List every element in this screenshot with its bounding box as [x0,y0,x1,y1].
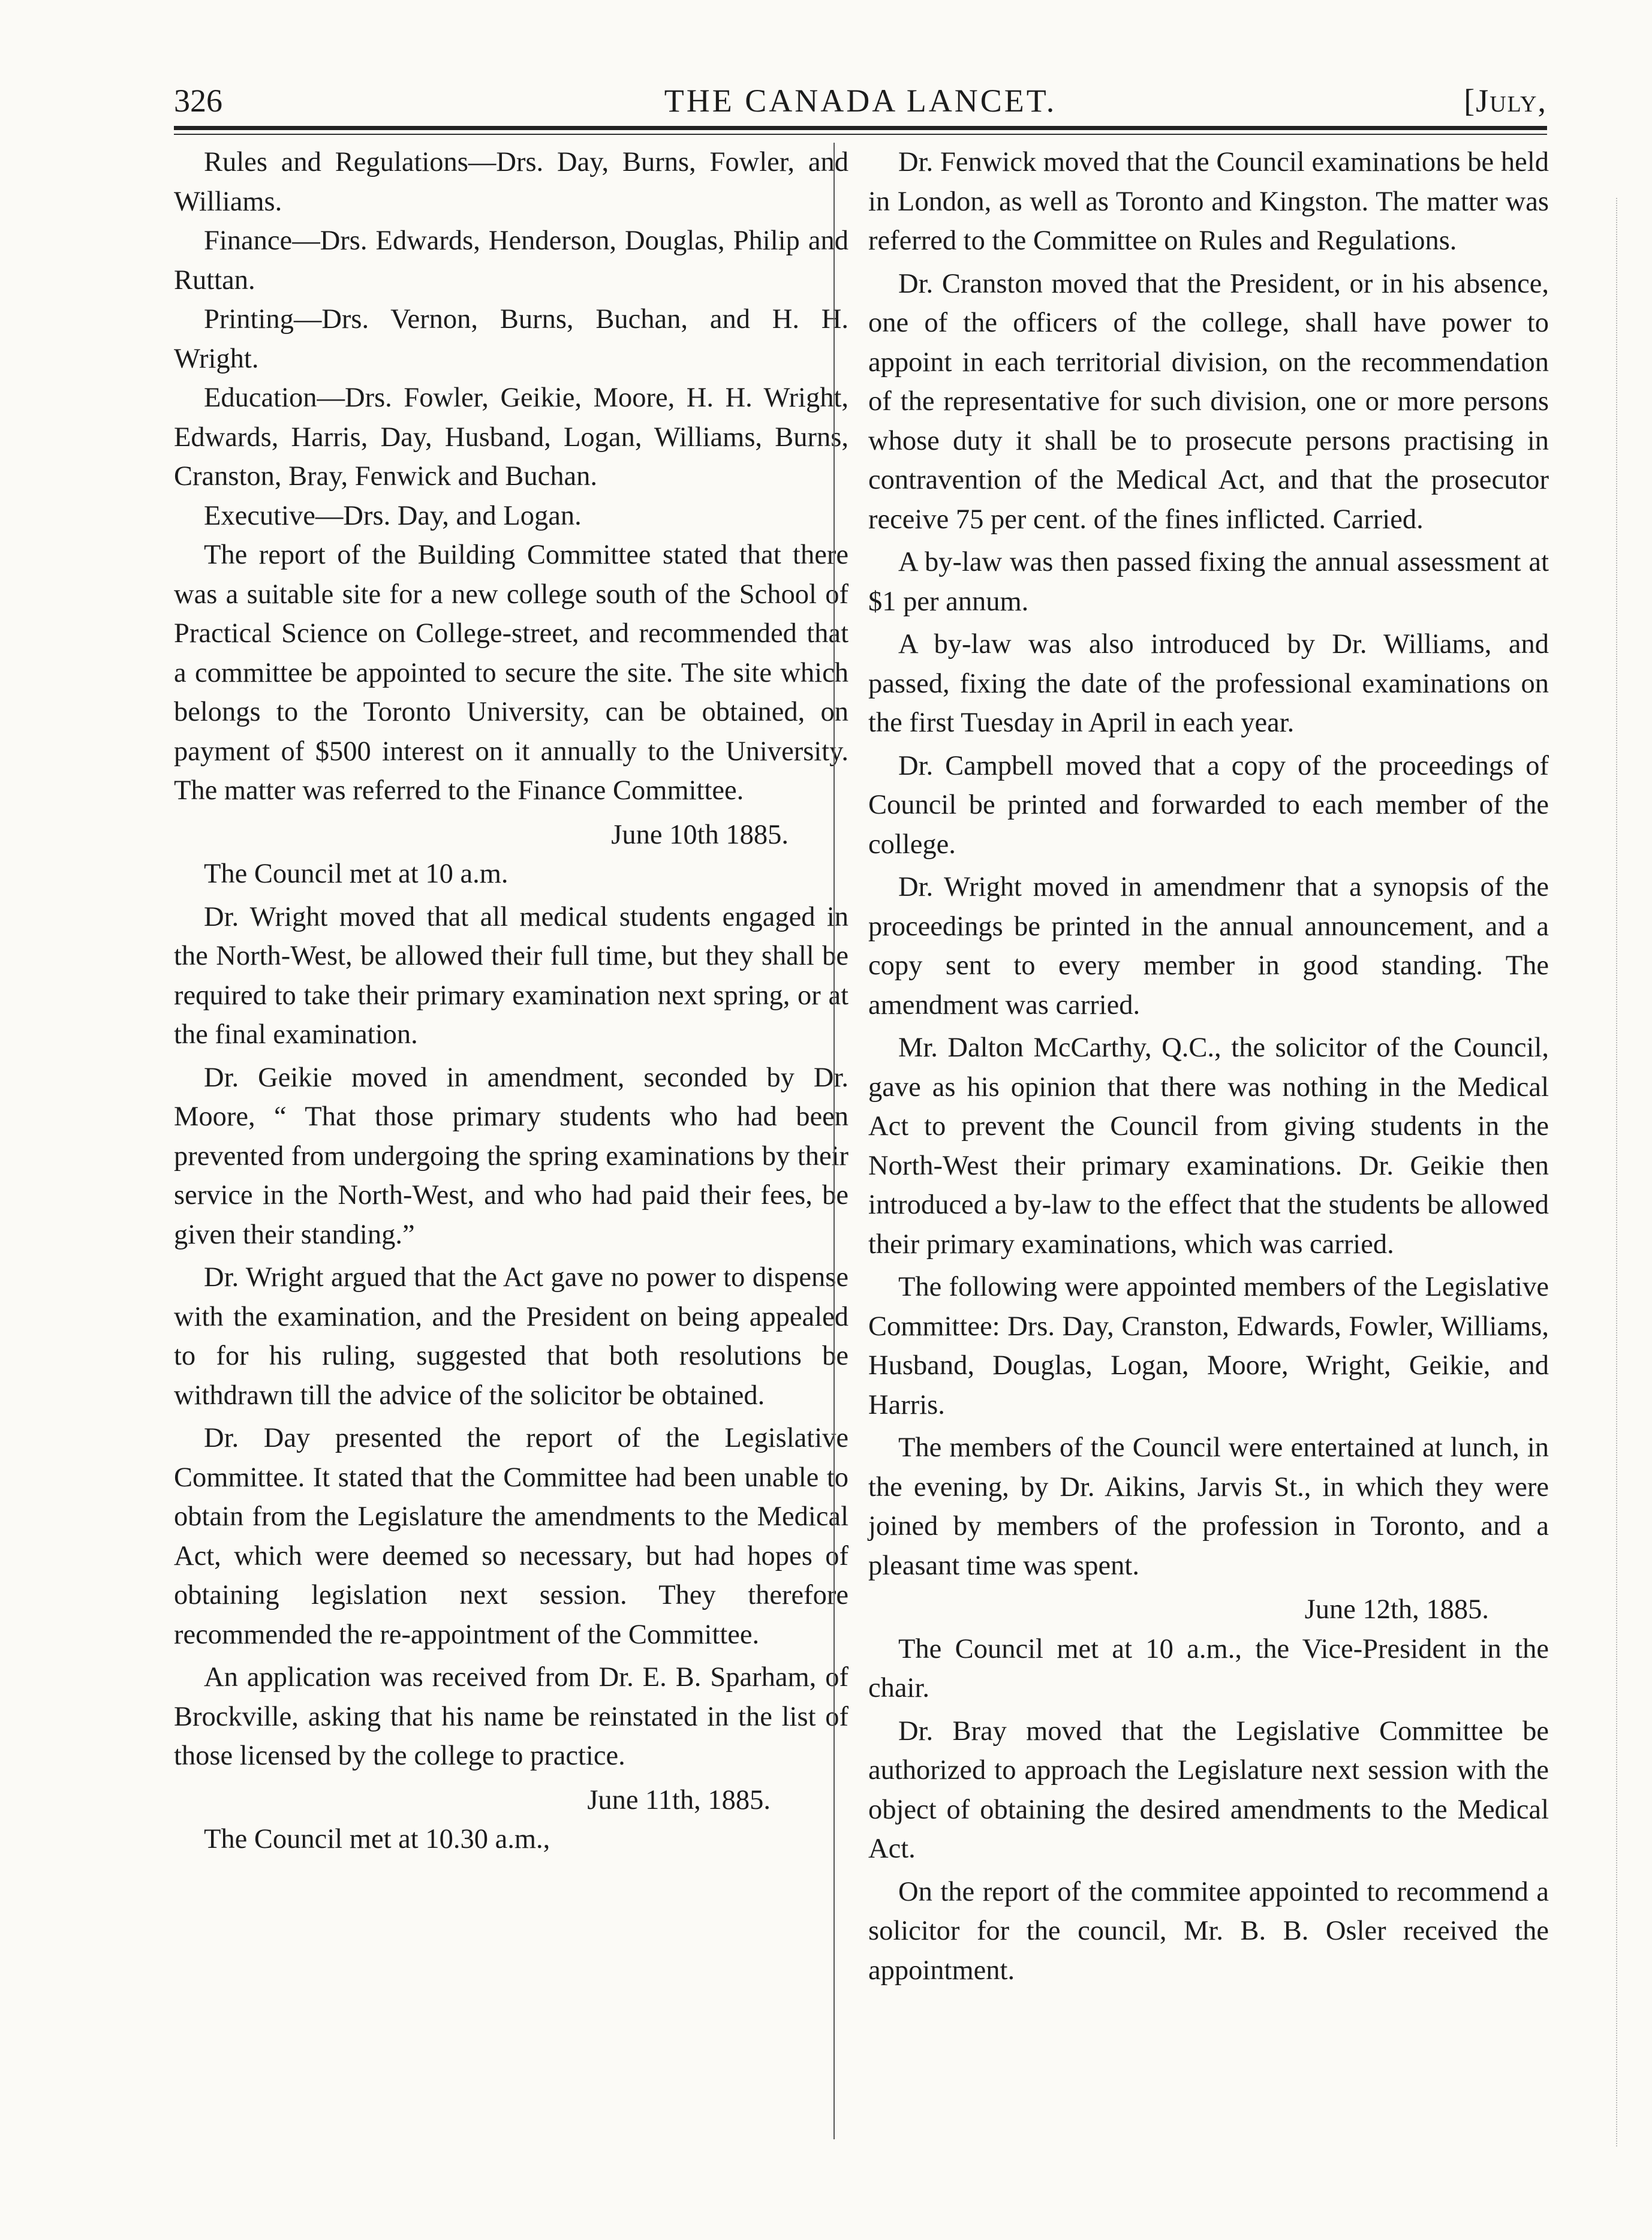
paragraph: The Council met at 10.30 a.m., [204,1824,550,1854]
paragraph: Dr. Fenwick moved that the Council examinations be held in London, as well as Toronto and Kingston. The matter was referred to the Committee on Rules and Regulations. [868,147,1549,256]
session-date: June 12th, 1885. [1304,1594,1489,1625]
paragraph: Printing—Drs. Vernon, Burns, Buchan, and H. H. Wright. [174,304,848,374]
paragraph: Education—Drs. Fowler, Geikie, Moore, H. H. Wright, Edwards, Harris, Day, Husband, Logan, Williams, Burns, Cranston, Bray, Fenwick and Buchan. [174,383,848,492]
paragraph: Rules and Regulations—Drs. Day, Burns, Fowler, and Williams. [174,147,848,217]
paragraph: Finance—Drs. Edwards, Henderson, Douglas, Philip and Ruttan. [174,225,848,296]
page-number: 326 [174,83,222,119]
left-column [174,143,848,1859]
paragraph: Dr. Wright moved that all medical students engaged in the North-West, be allowed their full time, but they shall be required to take their primary examination next spring, or at the final examination. [174,901,848,1050]
paragraph: Dr. Wright moved in amendmenr that a synopsis of the proceedings be printed in the annual announcement, and a copy sent to every member in good standing. The amendment was carried. [868,872,1549,1020]
paragraph: Executive—Drs. Day, and Logan. [204,500,582,531]
session-date: June 10th 1885. [611,819,789,850]
right-column [868,143,1549,1990]
paragraph: Dr. Wright argued that the Act gave no power to dispense with the examination, and the President on being appealed to for his ruling, suggested that both resolutions be withdrawn till the advice of the solicitor be obtained. [174,1262,848,1411]
column-divider [833,143,835,2139]
paragraph: A by-law was also introduced by Dr. Williams, and passed, fixing the date of the professional examinations on the first Tuesday in April in each year. [868,629,1549,738]
paragraph: Dr. Day presented the report of the Legislative Committee. It stated that the Committee had been unable to obtain from the Legislature the amendments to the Medical Act, which were deemed so necessary, but had hopes of obtaining legislation next session. They therefore recommended the re-appointment of the Committee. [174,1423,848,1650]
paragraph: The report of the Building Committee stated that there was a suitable site for a new college south of the School of Practical Science on College-street, and recommended that a committee be appointed to secure the site. The site which belongs to the Toronto University, can be obtained, on payment of $500 interest on it annually to the University. The matter was referred to the Finance Committee. [174,540,848,806]
paragraph: The Council met at 10 a.m. [204,859,508,889]
paragraph: A by-law was then passed fixing the annual assessment at $1 per annum. [868,547,1549,617]
issue-month: [July, [1464,83,1547,119]
paragraph: An application was received from Dr. E. B. Sparham, of Brockville, asking that his name be reinstated in the list of those licensed by the college to practice. [174,1662,848,1771]
paragraph: Dr. Cranston moved that the President, or in his absence, one of the officers of the college, shall have power to appoint in each territorial division, on the recommendation of the representative for such division, one or more persons whose duty it shall be to prosecute persons practising in contravention of the Medical Act, and that the prosecutor receive 75 per cent. of the fines inflicted. Carried. [868,268,1549,535]
paragraph: Mr. Dalton McCarthy, Q.C., the solicitor of the Council, gave as his opinion that there was nothing in the Medical Act to prevent the Council from giving students in the North-West their primary examinations. Dr. Geikie then introduced a by-law to the effect that the students be allowed their primary examinations, which was carried. [868,1032,1549,1260]
header-rule-thin [174,134,1547,135]
paragraph: Dr. Geikie moved in amendment, seconded by Dr. Moore, “ That those primary students who had been prevented from undergoing the spring examinations by their service in the North-West, and who had paid their fees, be given their standing.” [174,1062,848,1250]
paragraph: The following were appointed members of the Legislative Committee: Drs. Day, Cranston, Edwards, Fowler, Williams, Husband, Douglas, Logan, Moore, Wright, Geikie, and Harris. [868,1272,1549,1420]
session-date: June 11th, 1885. [587,1784,771,1816]
paragraph: The Council met at 10 a.m., the Vice-President in the chair. [868,1633,1549,1703]
paragraph: Dr. Campbell moved that a copy of the proceedings of Council be printed and forwarded to each member of the college. [868,750,1549,860]
paragraph: On the report of the commitee appointed to recommend a solicitor for the council, Mr. B. B. Osler received the appointment. [868,1876,1549,1986]
header-rule-thick [174,126,1547,130]
running-header [174,77,1547,125]
journal-title: THE CANADA LANCET. [664,83,1057,119]
paragraph: Dr. Bray moved that the Legislative Committee be authorized to approach the Legislature next session with the object of obtaining the desired amendments to the Medical Act. [868,1715,1549,1864]
page-edge-mark [1616,198,1617,2146]
paragraph: The members of the Council were entertained at lunch, in the evening, by Dr. Aikins, Jarvis St., in which they were joined by members of the profession in Toronto, and a pleasant time was spent. [868,1432,1549,1581]
